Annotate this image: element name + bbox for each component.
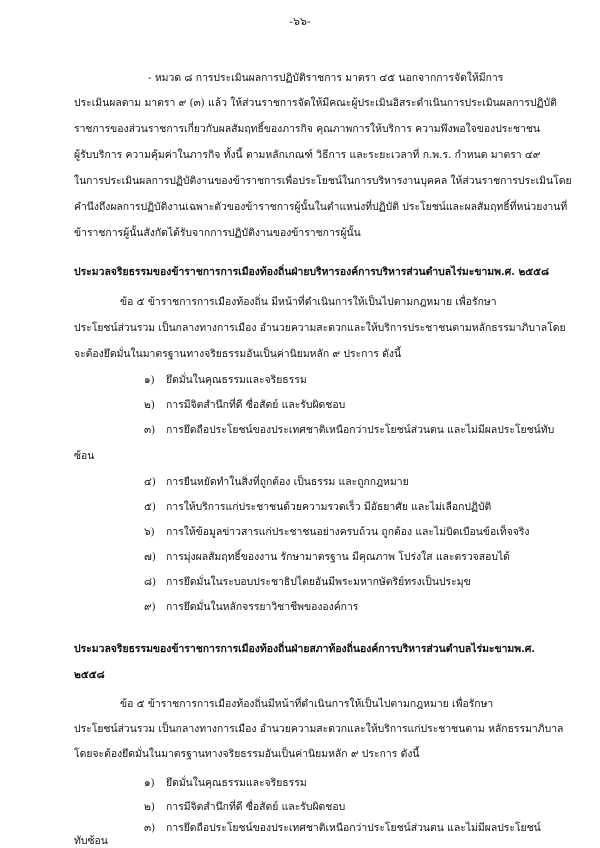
intro-line: คำนึงถึงผลการปฏิบัติงานเฉพาะตัวของข้าราชการผู้นั้นในตำแหน่งที่ปฏิบัติ ประโยชน์และผลสัมฤทธิ์ที่หน่วยงานที่ [74, 201, 568, 213]
intro-line: ประเมินผลตาม มาตรา ๙ (๓) แล้ว ให้ส่วนราชการจัดให้มีคณะผู้ประเมินอิสระดำเนินการประเมินผลการปฏิบัติ [74, 97, 557, 109]
section-paragraph-line: โดยจะต้องยึดมั่นในมาตรฐานทางจริยธรรมอันเป็นค่านิยมหลัก ๙ ประการ ดังนี้ [74, 748, 420, 760]
intro-line: ผู้รับบริการ ความคุ้มค่าในภารกิจ ทั้งนี้ ตามหลักเกณฑ์ วิธีการ และระยะเวลาที่ ก.พ.ร. กำหนด มาตรา ๔๙ [74, 149, 541, 161]
intro-line: ข้าราชการผู้นั้นสังกัดได้รับจากการปฏิบัติงานของข้าราชการผู้นั้น [74, 227, 361, 239]
list-item [144, 575, 471, 589]
list-item [144, 398, 345, 412]
section-paragraph-line: ข้อ ๕ ข้าราชการการเมืองท้องถิ่น มีหน้าที่ดำเนินการให้เป็นไปตามกฎหมาย เพื่อรักษา [120, 296, 497, 308]
list-item-text: การยึดมั่นในระบอบประชาธิปไตยอันมีพระมหากษัตริย์ทรงเป็นประมุข [166, 576, 471, 588]
list-item [144, 500, 491, 514]
list-item [144, 776, 307, 790]
list-item-text: ยึดมั่นในคุณธรรมและจริยธรรม [166, 374, 307, 386]
list-item [144, 800, 345, 814]
list-item-number: ๗) [144, 551, 156, 563]
list-item-number: ๒) [144, 399, 155, 411]
intro-line: ราชการของส่วนราชการเกี่ยวกับผลสัมฤทธิ์ของภารกิจ คุณภาพการให้บริการ ความพึงพอใจของประชาชน [74, 123, 540, 135]
list-item-text: การยึดถือประโยชน์ของประเทศชาติเหนือกว่าประโยชน์ส่วนตน และไม่มีผลประโยชน์ [166, 822, 541, 834]
list-item-number: ๔) [144, 476, 156, 488]
list-item [144, 373, 307, 387]
list-item-continuation: ทับซ้อน [74, 835, 108, 847]
section-paragraph-line: ประโยชน์ส่วนรวม เป็นกลางทางการเมือง อำนวยความสะดวกและให้บริการประชาชนตามหลักธรรมาภิบาลโดย [74, 322, 566, 334]
list-item [144, 550, 510, 564]
page-number: -๖๖- [289, 15, 311, 28]
list-item-number: ๖) [144, 526, 155, 538]
list-item-number: ๘) [144, 576, 157, 588]
list-item-text: การให้ข้อมูลข่าวสารแก่ประชาชนอย่างครบถ้วน ถูกต้อง และไม่บิดเบือนข้อเท็จจริง [166, 526, 530, 538]
list-item-text: การมุ่งผลสัมฤทธิ์ของงาน รักษามาตรฐาน มีคุณภาพ โปร่งใส และตรวจสอบได้ [166, 551, 510, 563]
section-heading: ประมวลจริยธรรมของข้าราชการการเมืองท้องถิ่นฝ่ายสภาท้องถิ่นองค์การบริหารส่วนตำบลไร่มะขามพ.ศ. [74, 643, 535, 655]
list-item-text: ยึดมั่นในคุณธรรมและจริยธรรม [166, 777, 307, 789]
list-item [144, 423, 554, 437]
list-item [144, 821, 541, 835]
list-item-text: การยึดมั่นในหลักจรรยาวิชาชีพขององค์การ [166, 601, 359, 613]
list-item-continuation: ซ้อน [74, 450, 95, 462]
list-item-number: ๕) [144, 501, 156, 513]
list-item-text: การให้บริการแก่ประชาชนด้วยความรวดเร็ว มีอัธยาศัย และไม่เลือกปฏิบัติ [166, 501, 492, 513]
list-item-text: การยึดถือประโยชน์ของประเทศชาติเหนือกว่าประโยชน์ส่วนตน และไม่มีผลประโยชน์ทับ [166, 424, 555, 436]
list-item-text: การยืนหยัดทำในสิ่งที่ถูกต้อง เป็นธรรม และถูกกฎหมาย [166, 476, 409, 488]
section-paragraph-line: จะต้องยึดมั่นในมาตรฐานทางจริยธรรมอันเป็นค่านิยมหลัก ๙ ประการ ดังนี้ [74, 348, 402, 360]
intro-line: ในการประเมินผลการปฏิบัติงานของข้าราชการเพื่อประโยชน์ในการบริหารงานบุคคล ให้ส่วนราชการประเมินโดย [74, 175, 572, 187]
list-item-number: ๓) [144, 822, 156, 834]
section-heading: ประมวลจริยธรรมของข้าราชการการเมืองท้องถิ่นฝ่ายบริหารองค์การบริหารส่วนตำบลไร่มะขามพ.ศ. ๒๕๕๘ [74, 266, 550, 278]
list-item [144, 525, 529, 539]
list-item-number: ๓) [144, 424, 156, 436]
list-item-number: ๑) [144, 374, 155, 386]
list-item-text: การมีจิตสำนึกที่ดี ซื่อสัตย์ และรับผิดชอบ [166, 801, 346, 813]
list-item-number: ๒) [144, 801, 155, 813]
list-item [144, 600, 358, 614]
list-item-number: ๑) [144, 777, 155, 789]
list-item-text: การมีจิตสำนึกที่ดี ซื่อสัตย์ และรับผิดชอบ [166, 399, 346, 411]
section-paragraph-line: ข้อ ๕ ข้าราชการการเมืองท้องถิ่นมีหน้าที่ดำเนินการให้เป็นไปตามกฎหมาย เพื่อรักษา [120, 698, 494, 710]
list-item-number: ๙) [144, 601, 156, 613]
intro-line: - หมวด ๘ การประเมินผลการปฏิบัติราชการ มาตรา ๔๕ นอกจากการจัดให้มีการ [148, 72, 504, 84]
list-item [144, 475, 409, 489]
section-paragraph-line: ประโยชน์ส่วนรวม เป็นกลางทางการเมือง อำนวยความสะดวกและให้บริการแก่ประชาชนตาม หลักธรรมาภิบาล [74, 723, 564, 735]
section-heading: ๒๕๕๘ [74, 669, 105, 681]
